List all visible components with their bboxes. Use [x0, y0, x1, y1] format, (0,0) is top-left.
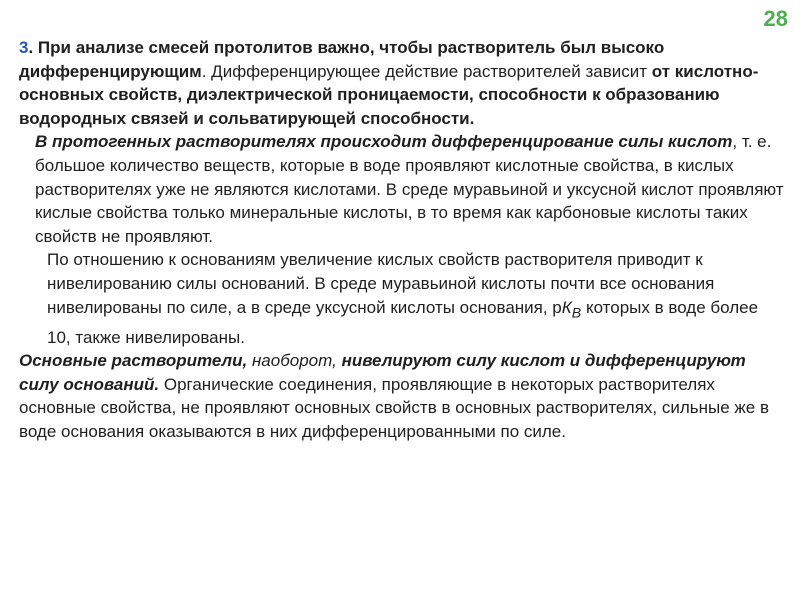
paragraph-2 [19, 130, 784, 248]
p4-bold-italic-lead: Основные растворители, [19, 351, 248, 371]
slide-number: 28 [763, 6, 788, 31]
p3-text-end: которых в воде более 10, также нивелированы. [47, 297, 759, 347]
paragraph-4 [19, 349, 784, 443]
p1-text: . Дифференцирующее действие растворителей зависит [201, 61, 652, 81]
p2-text: , т. е. большое количество веществ, которые в воде проявляют кислотные свойства, в кислых растворителях уже не являются кислотами. В среде муравьиной и уксусной кислот проявляют кислые свойства только минеральные кислоты, в то время как карбоновые кислоты таких свойств не проявляют. [35, 132, 784, 246]
p3-pk-subscript: B [571, 304, 582, 321]
p4-bold-italic-claim: нивелируют силу кислот и дифференцируют силу оснований. [19, 351, 746, 394]
p3-pk-letter: К [561, 297, 572, 317]
item-number: 3 [19, 38, 29, 57]
p2-bold-italic-lead: В протогенных растворителях происходит дифференцирование силы кислот [35, 132, 733, 152]
p1-bold-factors: от кислотно-основных свойств, диэлектрической проницаемости, способности к образованию водородных связей и сольватирующей способности. [19, 61, 759, 128]
p3-text: По отношению к основаниям увеличение кислых свойств растворителя приводит к нивелированию силы оснований. В среде муравьиной кислоты почти все основания нивелированы по силе, а в среде уксусной кислоты основания, р [47, 250, 715, 317]
p4-text: Органические соединения, проявляющие в некоторых растворителях основные свойства, не проявляют основных свойств в основных растворителях, сильные же в воде основания оказываются в них дифференцированными по силе. [19, 374, 770, 441]
p1-bold-lead: . При анализе смесей протолитов важно, чтобы растворитель был высоко дифференцирующим [19, 38, 665, 81]
slide-body [19, 36, 784, 443]
paragraph-3 [19, 248, 784, 349]
paragraph-1 [19, 36, 784, 130]
p4-italic: наоборот, [247, 351, 342, 371]
